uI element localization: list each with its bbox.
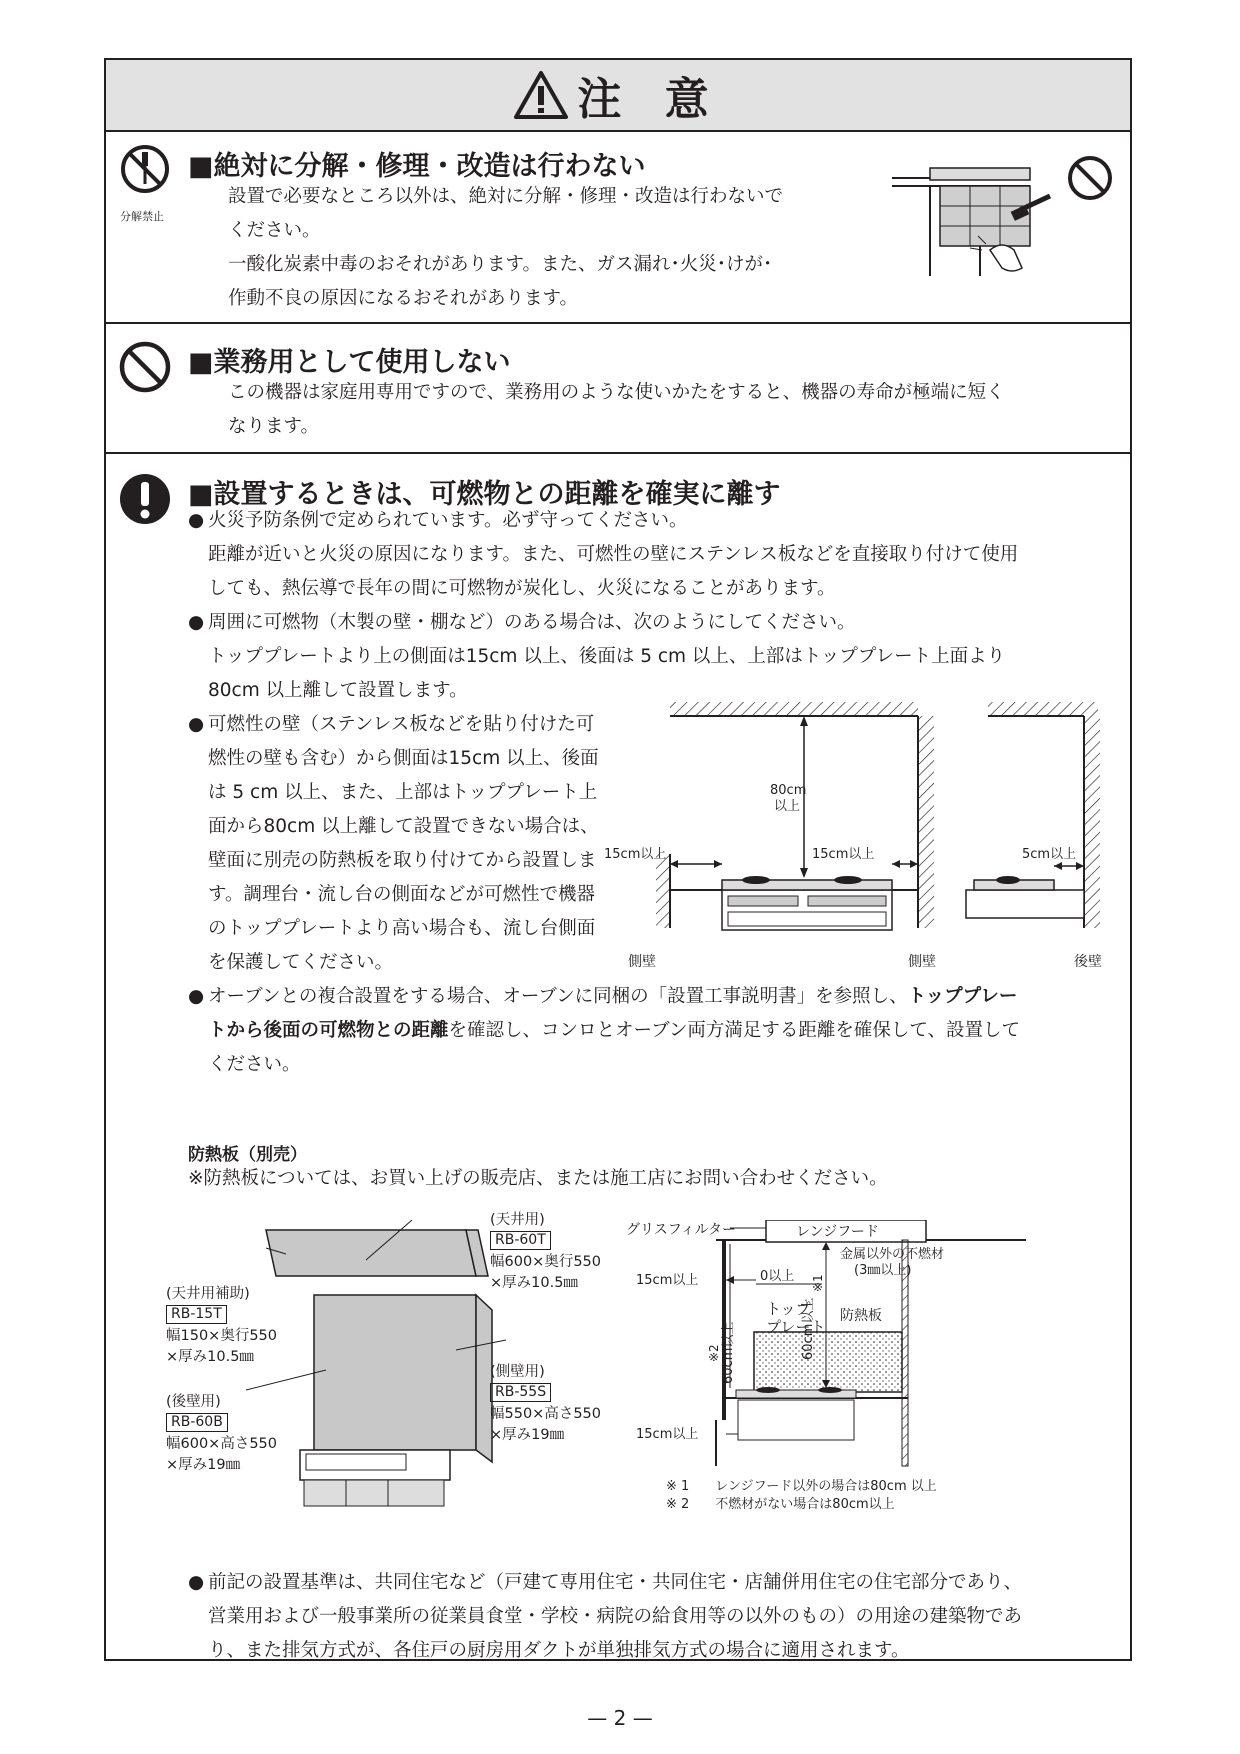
paragraph-line: 周囲に可燃物（木製の壁・棚など）のある場合は、次のようにしてください。: [208, 612, 856, 633]
bullet-dot: ●: [188, 714, 205, 735]
side-bottom-label: 15cm以上: [636, 1427, 699, 1442]
oven-text: オーブンとの複合設置をする場合、オーブンに同梱の「設置工事説明書」を参照し、: [208, 986, 908, 1007]
plate-side-label: (側壁用): [490, 1364, 545, 1380]
paragraph-line: 営業用および一般事業所の従業員食堂・学校・病院の給食用等の以外のもの）の用途の建築物であ: [208, 1606, 1023, 1627]
top-plate-label-2: プレート: [766, 1318, 826, 1336]
label-wall-left: 側壁: [628, 954, 656, 970]
paragraph-line: 火災予防条例で定められています。必ず守ってください。: [208, 510, 688, 531]
disassembly-illustration: [890, 150, 1116, 290]
paragraph-line: す。調理台・流し台の側面などが可燃性で機器: [208, 884, 596, 905]
section1-line: 作動不良の原因になるおそれがあります。: [228, 288, 579, 309]
v2-label: 60cm以上: [721, 1321, 736, 1384]
paragraph-line: 面から80cm 以上離して設置できない場合は、: [208, 816, 599, 837]
clearance-diagram: [604, 694, 1124, 984]
bullet-dot: ●: [188, 1572, 205, 1593]
side-top-label: 15cm以上: [636, 1273, 699, 1288]
section1-line: 設置で必要なところ以外は、絶対に分解・修理・改造は行わないで: [228, 186, 784, 207]
paragraph-line: 壁面に別売の防熱板を取り付けてから設置しま: [208, 850, 597, 871]
caution-frame: [104, 58, 1132, 1661]
top-plate-label: トップ: [766, 1300, 811, 1318]
caution-header: [106, 60, 1130, 132]
paragraph-combustible-wall: [208, 708, 599, 980]
paragraph-line: しても、熱伝導で長年の間に可燃物が炭化し、火災になることがあります。: [208, 578, 836, 599]
oven-text: ください。: [208, 1054, 301, 1075]
section3-heading: ■設置するときは、可燃物との距離を確実に離す: [188, 479, 781, 510]
plate-back-spec2: ×厚み19㎜: [166, 1457, 241, 1473]
plate-back: [166, 1390, 277, 1474]
section-divider: [106, 322, 1130, 324]
plate-side: [490, 1360, 601, 1444]
section2-heading: ■業務用として使用しない: [188, 347, 511, 378]
zero-label: 0以上: [760, 1269, 795, 1284]
mandatory-exclamation-icon: [118, 472, 172, 526]
section1-line: ください。: [228, 220, 321, 241]
paragraph-surroundings: [208, 606, 1005, 708]
paragraph-line: を保護してください。: [208, 952, 394, 973]
note-2: ※ 2 不燃材がない場合は80cm以上: [666, 1497, 895, 1512]
section2-body: [228, 376, 1005, 444]
plate-side-model: RB-55S: [490, 1383, 551, 1402]
paragraph-oven: [208, 980, 1020, 1082]
plate-side-spec2: ×厚み19㎜: [490, 1427, 565, 1443]
paragraph-line: トッププレートより上の側面は15cm 以上、後面は 5 cm 以上、上部はトッププレート上面より: [208, 646, 1006, 667]
paragraph-line: は 5 cm 以上、また、上部はトッププレート上: [208, 782, 598, 803]
plate-ceiling-aux: [166, 1282, 277, 1366]
label-wall-mid: 側壁: [908, 954, 936, 970]
page-number: — 2 —: [587, 1706, 653, 1730]
plate-ceiling-aux-spec2: ×厚み10.5㎜: [166, 1349, 254, 1365]
paragraph-line: 可燃性の壁（ステンレス板などを貼り付けた可: [208, 714, 595, 735]
plate-back-spec1: 幅600×高さ550: [166, 1436, 278, 1452]
heat-plate-note: ※防熱板については、お買い上げの販売店、または施工店にお問い合わせください。: [188, 1168, 888, 1189]
plate-ceiling-model: RB-60T: [490, 1231, 551, 1250]
label-side-left: 15cm以上: [604, 847, 667, 862]
paragraph-fire-ordinance: [208, 504, 1018, 606]
range-hood-label: レンジフード: [796, 1224, 879, 1240]
oven-text: を確認し、コンロとオーブン両方満足する距離を確保して、設置して: [448, 1020, 1020, 1041]
v1-label: 60cm以上: [801, 1297, 816, 1360]
label-ijou: 以上: [774, 799, 801, 814]
range-hood-diagram: [626, 1220, 1126, 1520]
plate-ceiling-label: (天井用): [490, 1212, 545, 1228]
bullet-dot: ●: [188, 510, 205, 531]
section1-heading: ■絶対に分解・修理・改造は行わない: [188, 151, 646, 182]
oven-emphasis: トッププレー: [907, 986, 1018, 1007]
paragraph-line: 燃性の壁も含む）から側面は15cm 以上、後面: [208, 748, 599, 769]
note-1: ※ 1 レンジフード以外の場合は80cm 以上: [666, 1479, 937, 1494]
heat-plate-title: 防熱板（別売）: [188, 1145, 307, 1165]
paragraph-line: のトッププレートより高い場合も、流し台側面: [208, 918, 596, 939]
plate-back-label: (後壁用): [166, 1394, 221, 1410]
no-disassembly-caption: 分解禁止: [120, 210, 164, 223]
metal-label-2: (3㎜以上): [854, 1263, 912, 1278]
no-disassembly-icon: [120, 144, 170, 194]
prohibited-icon: [118, 340, 172, 394]
plate-label: 防熱板: [840, 1308, 882, 1324]
plate-ceiling-aux-spec1: 幅150×奥行550: [166, 1328, 278, 1344]
plate-back-model: RB-60B: [166, 1413, 228, 1432]
plate-ceiling-aux-model: RB-15T: [166, 1305, 227, 1324]
paragraph-standard: [208, 1566, 1022, 1668]
section2-line: この機器は家庭用専用ですので、業務用のような使いかたをすると、機器の寿命が極端に短く: [228, 382, 1005, 403]
oven-emphasis: トから後面の可燃物との距離: [208, 1020, 449, 1041]
section1-body: [228, 180, 783, 316]
paragraph-line: り、また排気方式が、各住戸の厨房用ダクトが単独排気方式の場合に適用されます。: [208, 1640, 910, 1661]
v1-note: ※1: [811, 1274, 825, 1292]
plate-side-spec1: 幅550×高さ550: [490, 1406, 602, 1422]
paragraph-line: 80cm 以上離して設置します。: [208, 680, 468, 701]
section1-line: 一酸化炭素中毒のおそれがあります。また、ガス漏れ･火災･けが･: [228, 254, 773, 275]
label-back: 5cm以上: [1022, 847, 1077, 862]
label-wall-back: 後壁: [1074, 954, 1102, 970]
label-80cm: 80cm: [770, 783, 807, 798]
paragraph-line: 前記の設置基準は、共同住宅など（戸建て専用住宅・共同住宅・店舗併用住宅の住宅部分であり、: [208, 1572, 1023, 1593]
grease-filter-label: グリスフィルター: [626, 1222, 737, 1238]
paragraph-line: 距離が近いと火災の原因になります。また、可燃性の壁にステンレス板などを直接取り付けて使用: [208, 544, 1019, 565]
warning-triangle-icon: [513, 70, 569, 120]
v2-note: ※2: [707, 1344, 721, 1362]
plate-ceiling-spec2: ×厚み10.5㎜: [490, 1275, 578, 1291]
section2-line: なります。: [228, 416, 320, 437]
plate-ceiling: [490, 1208, 601, 1292]
plate-ceiling-spec1: 幅600×奥行550: [490, 1254, 602, 1270]
section-divider: [106, 452, 1130, 454]
bullet-dot: ●: [188, 986, 205, 1007]
bullet-dot: ●: [188, 612, 205, 633]
label-side-mid: 15cm以上: [812, 847, 875, 862]
metal-label: 金属以外の不燃材: [840, 1247, 945, 1262]
header-title: 注 意: [577, 74, 723, 125]
plate-ceiling-aux-label: (天井用補助): [166, 1286, 250, 1302]
